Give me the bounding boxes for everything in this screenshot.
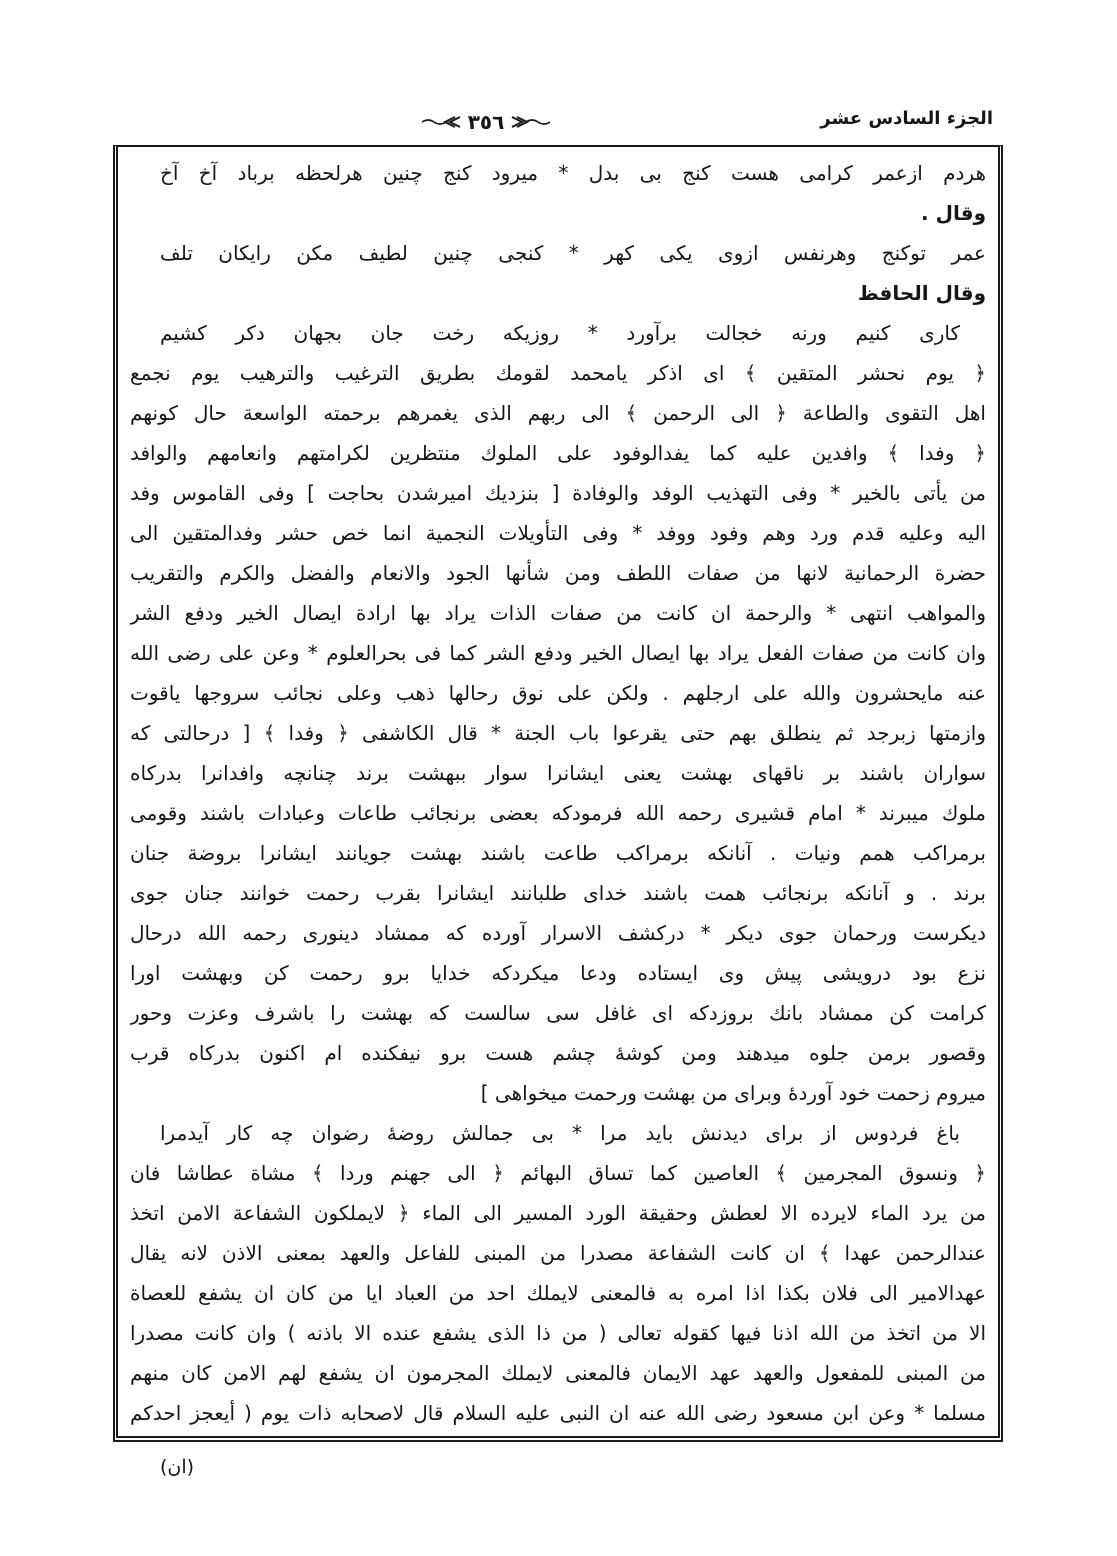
page-number: ٣٥٦ [467, 110, 505, 134]
text-frame [113, 145, 1003, 1442]
prose-line: سواران باشند بر ناقهاى بهشت يعنى ايشانرا سوار ببهشت برند چنانچه وافدانرا بدركاه [130, 761, 986, 785]
prose-line: من يأتى بالخير * وفى التهذيب الوفد والوفادة [ بنزديك اميرشدن بحاجت ] وفى القاموس وفد [130, 481, 986, 505]
prose-line: من يرد الماء لايرده الا لعطش وحقيقة الورد المسير الى الماء ﴿ لايملكون الشفاعة الامن اتخذ [130, 1201, 986, 1225]
prose-line: كرامت كن ممشاد بانك بروزدكه اى غافل سى سالست كه بهشت را باشرف وعزت وحور [130, 1001, 986, 1025]
catchword: (ان) [160, 1456, 195, 1478]
verse-line: عمر توكنج وهرنفس ازوى يكى كهر * كنجى چنين لطيف مكن رايكان تلف [160, 241, 986, 265]
prose-line: ملوك ميبرند * امام قشيرى رحمه الله فرمودكه بعضى برنجائب طاعات وعبادات باشند وقومى [130, 801, 986, 825]
prose-line: وان كانت من صفات الفعل يراد بها ايصال الخير ودفع الشر كما فى بحرالعلوم * وعن على رضى الله [130, 641, 986, 665]
running-head: الجزء السادس عشر [820, 108, 993, 129]
attribution-line: وقال الحافظ [857, 281, 986, 305]
prose-line: عندالرحمن عهدا ﴾ ان كانت الشفاعة مصدرا من المبنى للفاعل والعهد بمعنى الاذن لانه يقال [130, 1241, 986, 1265]
prose-line: ﴿ يوم نحشر المتقين ﴾ اى اذكر يامحمد لقومك بطريق الترغيب والترهيب يوم نجمع [130, 361, 986, 385]
page-number-block [418, 106, 554, 138]
prose-line: اليه وعليه قدم ورد وهم وفود ووفد * وفى التأويلات النجمية انما خص حشر وفدالمتقين الى [130, 521, 986, 545]
left-ornament-icon [422, 115, 462, 129]
prose-line: من المبنى للمفعول والعهد عهد الايمان فالمعنى لايملك المجرمون ان يشفع لهم الامن كان منهم [130, 1361, 986, 1385]
prose-line: عهدالامير الى فلان بكذا اذا امره به فالمعنى لايملك احد من العباد ايا من كان ان يشفع للعصاة [130, 1281, 986, 1305]
prose-line: وازمتها زبرجد ثم ينطلق بهم حتى يقرعوا باب الجنة * قال الكاشفى ﴿ وفدا ﴾ [ درحالتى كه [130, 721, 986, 745]
prose-line: نزع بود درويشى پيش وى ايستاده ودعا ميكردكه خدايا برو رحمت كن وبهشت اورا [130, 961, 986, 985]
verse-line: كارى كنيم ورنه خجالت برآورد * روزيكه رخت جان بجهان دكر كشيم [160, 321, 960, 345]
prose-line: ﴿ ونسوق المجرمين ﴾ العاصين كما تساق البهائم ﴿ الى جهنم وردا ﴾ مشاة عطاشا فان [130, 1161, 986, 1185]
prose-line: ﴿ وفدا ﴾ وافدين عليه كما يفدالوفود على الملوك منتظرين لكرامتهم وانعامهم والوافد [130, 441, 986, 465]
prose-line-end: ميروم زحمت خود آوردۀ وبراى من بهشت ورحمت ميخواهى ] [480, 1081, 986, 1105]
prose-line: وقصور برمن جلوه ميدهند ومن كوشۀ چشم هست برو نيفكنده ام اكنون بدركاه قرب [130, 1041, 986, 1065]
prose-line: ديكرست ورحمان جوى ديكر * دركشف الاسرار آورده كه ممشاد دينورى رحمه الله درحال [130, 921, 986, 945]
prose-line: برمراكب همم ونيات . آنانكه برمراكب طاعت باشند بهشت جويانند ايشانرا بروضة جنان [130, 841, 986, 865]
right-ornament-icon [510, 115, 550, 129]
attribution-line: وقال . [921, 201, 986, 225]
verse-line: باغ فردوس از براى ديدنش بايد مرا * بى جمالش روضۀ رضوان چه كار آيدمرا [160, 1121, 960, 1145]
prose-line: عنه مايحشرون والله على ارجلهم . ولكن على نوق رحالها ذهب وعلى نجائب سروجها ياقوت [130, 681, 986, 705]
verse-line: هردم ازعمر كرامى هست كنج بى بدل * ميرود كنج چنين هرلحظه برباد آخ آخ [160, 161, 986, 185]
prose-line: اهل التقوى والطاعة ﴿ الى الرحمن ﴾ الى ربهم الذى يغمرهم برحمته الواسعة حال كونهم [130, 401, 986, 425]
prose-line: مسلما * وعن ابن مسعود رضى الله عنه ان النبى عليه السلام قال لاصحابه ذات يوم ( أيعجز احدكم [130, 1401, 986, 1425]
prose-line: حضرة الرحمانية لانها من صفات اللطف ومن شأنها الجود والانعام والفضل والكرم والتقريب [130, 561, 986, 585]
prose-line: الا من اتخذ من الله اذنا فيها كقوله تعالى ( من ذا الذى يشفع عنده الا باذنه ) وان كانت مصدرا [130, 1321, 986, 1345]
prose-line: برند . و آنانكه برنجائب همت باشند خداى طلبانند ايشانرا بقرب رحمت خوانند جنان جوى [130, 881, 986, 905]
prose-line: والمواهب انتهى * والرحمة ان كانت من صفات الذات يراد بها ارادة ايصال الخير ودفع الشر [130, 601, 986, 625]
